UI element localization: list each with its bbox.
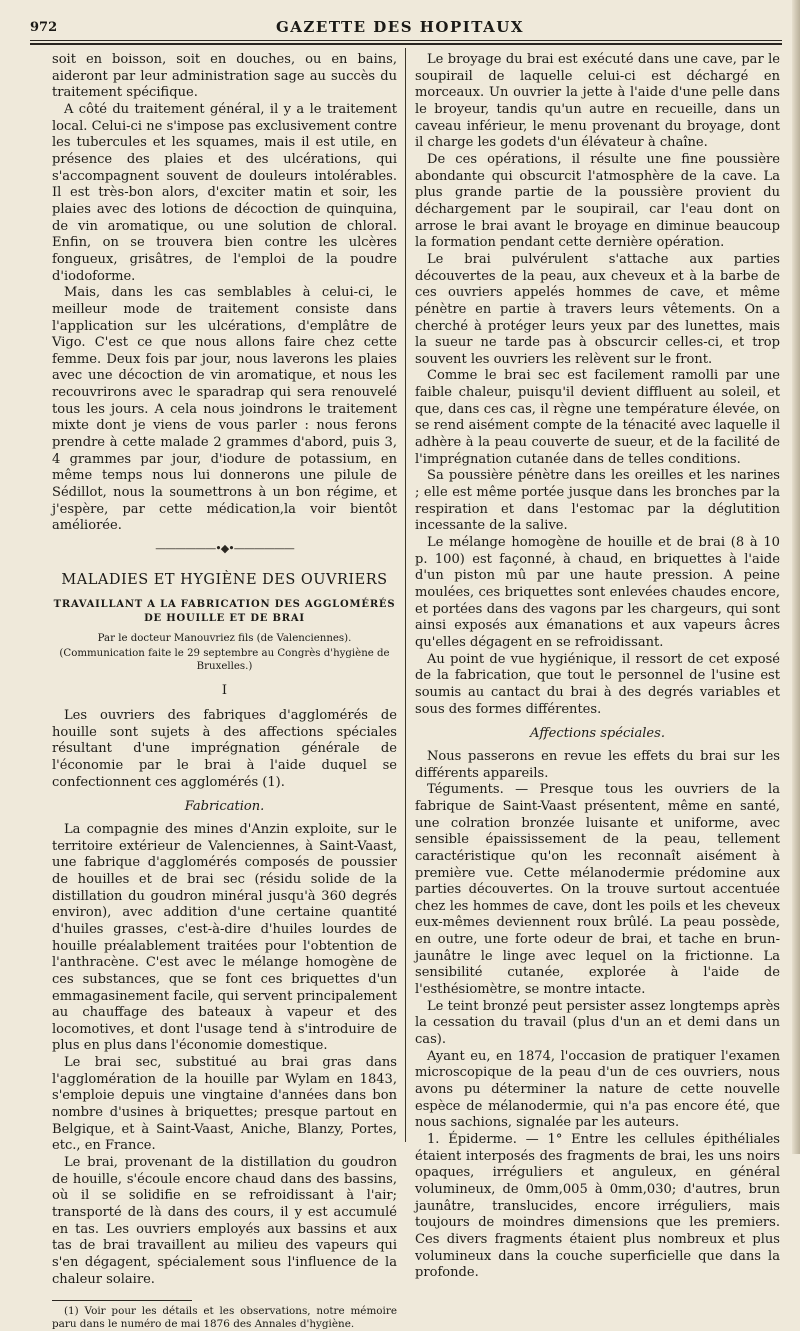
- author-line: Par le docteur Manouvriez fils (de Valenciennes).: [97, 633, 352, 645]
- paragraph: soit en boisson, soit en douches, ou en bains, aideront par leur administration sage au succès du traitement spécifique.: [52, 52, 397, 101]
- paragraph: Le brai, provenant de la distillation du goudron de houille, s'écoule encore chaud dans des bassins, où il se solidifie en se refroidissant à l'air; transporté de là dans des cours, il y est accumulé en tas. Les ouvriers employés aux bassins et aux tas de brai travaillent au milieu des vapeurs qui s'en dégagent, spécialement sous l'influence de la chaleur solaire.: [52, 1155, 397, 1287]
- ornamental-divider: ——————•◆•——————: [155, 542, 294, 556]
- chapter-numeral: I: [221, 683, 228, 699]
- page-header: [30, 18, 770, 40]
- footnote-rule: [52, 1300, 192, 1301]
- paragraph: A côté du traitement général, il y a le traitement local. Celui-ci ne s'impose pas exclusivement contre les tubercules et les squames, mais il est utile, en présence des plaies et des ulcérations, qui s'accompagnent souvent de douleurs intolérables. Il est très-bon alors, d'exciter matin et soir, les plaies avec des lotions de décoction de quinquina, de vin aromatique, ou une solution de chloral. Enfin, on se trouvera bien contre les ulcères fongueux, grisâtres, de l'emploi de la poudre d'iodoforme.: [52, 101, 397, 284]
- paragraph: Ayant eu, en 1874, l'occasion de pratiquer l'examen microscopique de la peau d'un de ces ouvriers, nous avons pu déterminer la nature de cette nouvelle espèce de mélanodermie, qui n'a pas encore été, que nous sachions, signalée par les auteurs.: [415, 1048, 780, 1131]
- page-number: 972: [30, 20, 58, 35]
- paragraph: Au point de vue hygiénique, il ressort de cet exposé de la fabrication, que tout le personnel de l'usine est soumis au cantact du brai à des degrés variables et sous des formes différentes.: [415, 651, 780, 717]
- paragraph: Le mélange homogène de houille et de brai (8 à 10 p. 100) est façonné, à chaud, en briquettes à l'aide d'un piston mû par une haute pression. A peine moulées, ces briquettes sont enlevées chaudes encore, et portées dans des vagons par les chargeurs, qui sont ainsi exposés aux émanations et aux vapeurs âcres qu'elles dégagent en se refroidissant.: [415, 535, 780, 650]
- section-subtitle: TRAVAILLANT A LA FABRICATION DES AGGLOMÉRÉS DE HOUILLE ET DE BRAI: [53, 599, 396, 625]
- footnote: (1) Voir pour les détails et les observations, notre mémoire paru dans le numéro de mai 1876 des Annales d'hygiène.: [52, 1305, 397, 1331]
- column-separator: [405, 48, 406, 1142]
- header-rule-double: [30, 43, 782, 45]
- paragraph: Les ouvriers des fabriques d'agglomérés de houille sont sujets à des affections spéciales résultant d'une imprégnation générale de l'économie par le brai à l'aide duquel se confectionnent ces agglomérés (1).: [52, 708, 397, 790]
- journal-title: GAZETTE DES HOPITAUX: [275, 18, 524, 36]
- paragraph: Sa poussière pénètre dans les oreilles et les narines ; elle est même portée jusque dans les bronches par la respiration et dans l'estomac par la déglutition incessante de la salive.: [415, 468, 780, 534]
- paragraph: Le brai pulvérulent s'attache aux parties découvertes de la peau, aux cheveux et à la barbe de ces ouvriers appelés hommes de cave, et même pénètre en partie à travers leurs vêtements. On a cherché à protéger leurs yeux par des lunettes, mais la sueur ne tarde pas à obscurcir celles-ci, et trop souvent les ouvriers les relèvent sur le front.: [415, 251, 780, 367]
- paragraph: Le teint bronzé peut persister assez longtemps après la cessation du travail (plus d'un an et demi dans un cas).: [415, 998, 780, 1048]
- paragraph: Téguments. — Presque tous les ouvriers de la fabrique de Saint-Vaast présentent, même en santé, une colration bronzée luisante et uniforme, avec sensible épaississement de la peau, tellement caractéristique qu'on les reconnaît aisément à première vue. Cette mélanodermie prédomine aux parties découvertes. On la trouve surtout accentuée chez les hommes de cave, dont les poils et les cheveux eux-mêmes deviennent roux brûlé. La peau possède, en outre, une forte odeur de brai, et tache en brun-jaunâtre le linge avec lequel on la frictionne. La sensibilité cutanée, explorée à l'aide de l'esthésiomètre, se montre intacte.: [415, 782, 780, 998]
- section-title: MALADIES ET HYGIÈNE DES OUVRIERS: [61, 571, 388, 588]
- paragraph: 1. Épiderme. — 1° Entre les cellules épithéliales étaient interposés des fragments de brai, les uns noirs opaques, irréguliers et anguleux, en général volumineux, de 0mm,005 à 0mm,030; d'autres, brun jaunâtre, translucides, encore irréguliers, mais toujours de moindres dimensions que les premiers. Ces divers fragments étaient plus nombreux et plus volumineux dans la couche superficielle que dans la profonde.: [415, 1132, 780, 1281]
- communication-note: (Communication faite le 29 septembre au Congrès d'hygiène de Bruxelles.): [59, 648, 390, 673]
- paragraph: Le brai sec, substitué au brai gras dans l'agglomération de la houille par Wylam en 1843, s'emploie depuis une vingtaine d'années dans bon nombre d'usines à briquettes; presque partout en Belgique, et à Saint-Vaast, Aniche, Blanzy, Portes, etc., en France.: [52, 1055, 397, 1154]
- right-column: [415, 52, 780, 1282]
- paragraph: Le broyage du brai est exécuté dans une cave, par le soupirail de laquelle celui-ci est déchargé en morceaux. Un ouvrier la jette à l'aide d'une pelle dans le broyeur, tandis qu'un autre en recueille, dans un caveau inférieur, le menu provenant du broyage, dont il charge les godets d'un élévateur à chaîne.: [415, 52, 780, 151]
- paragraph: Nous passerons en revue les effets du brai sur les différents appareils.: [415, 748, 780, 781]
- paragraph: De ces opérations, il résulte une fine poussière abondante qui obscurcit l'atmosphère de la cave. La plus grande partie de la poussière provient du déchargement par le soupirail, car l'eau dont on arrose le brai avant le broyage en diminue beaucoup la formation pendant cette dernière opération.: [415, 151, 780, 251]
- paragraph: Mais, dans les cas semblables à celui-ci, le meilleur mode de traitement consiste dans l'application sur les ulcérations, d'emplâtre de Vigo. C'est ce que nous allons faire chez cette femme. Deux fois par jour, nous laverons les plaies avec une décoction de vin aromatique, et nous les recouvrirons avec le sparadrap qui sera renouvelé tous les jours. A cela nous joindrons le traitement mixte dont je viens de vous parler : nous ferons prendre à cette malade 2 grammes d'abord, puis 3, 4 grammes par jour, d'iodure de potassium, en même temps nous lui donnerons une pilule de Sédillot, nous la soumettrons à un bon régime, et j'espère, par cette médication,la voir bientôt améliorée.: [52, 285, 397, 534]
- subheading-fabrication: Fabrication.: [184, 799, 265, 815]
- header-rule: [30, 40, 782, 41]
- paragraph: Comme le brai sec est facilement ramolli par une faible chaleur, puisqu'il devient diffluent au soleil, et que, dans ces cas, il règne une température élevée, on se rend aisément compte de la ténacité avec laquelle il adhère à la peau couverte de sueur, et de la facilité de l'imprégnation cutanée dans de telles conditions.: [415, 368, 780, 467]
- paragraph: La compagnie des mines d'Anzin exploite, sur le territoire extérieur de Valenciennes, à Saint-Vaast, une fabrique d'agglomérés composés de poussier de houilles et de brai sec (résidu solide de la distillation du goudron minéral jusqu'à 360 degrés environ), avec addition d'une certaine quantité d'huiles grasses, c'est-à-dire d'huiles lourdes de houille préalablement traitées pour l'obtention de l'anthracène. C'est avec le mélange homogène de ces substances, que se font ces briquettes d'un emmagasinement facile, qui servent principalement au chauffage des bateaux à vapeur et des locomotives, et dont l'usage tend à s'introduire de plus en plus dans l'économie domestique.: [52, 821, 397, 1054]
- subheading-affections: Affections spéciales.: [530, 726, 665, 742]
- left-column: [52, 52, 397, 1331]
- page-edge-shadow: [792, 0, 800, 1154]
